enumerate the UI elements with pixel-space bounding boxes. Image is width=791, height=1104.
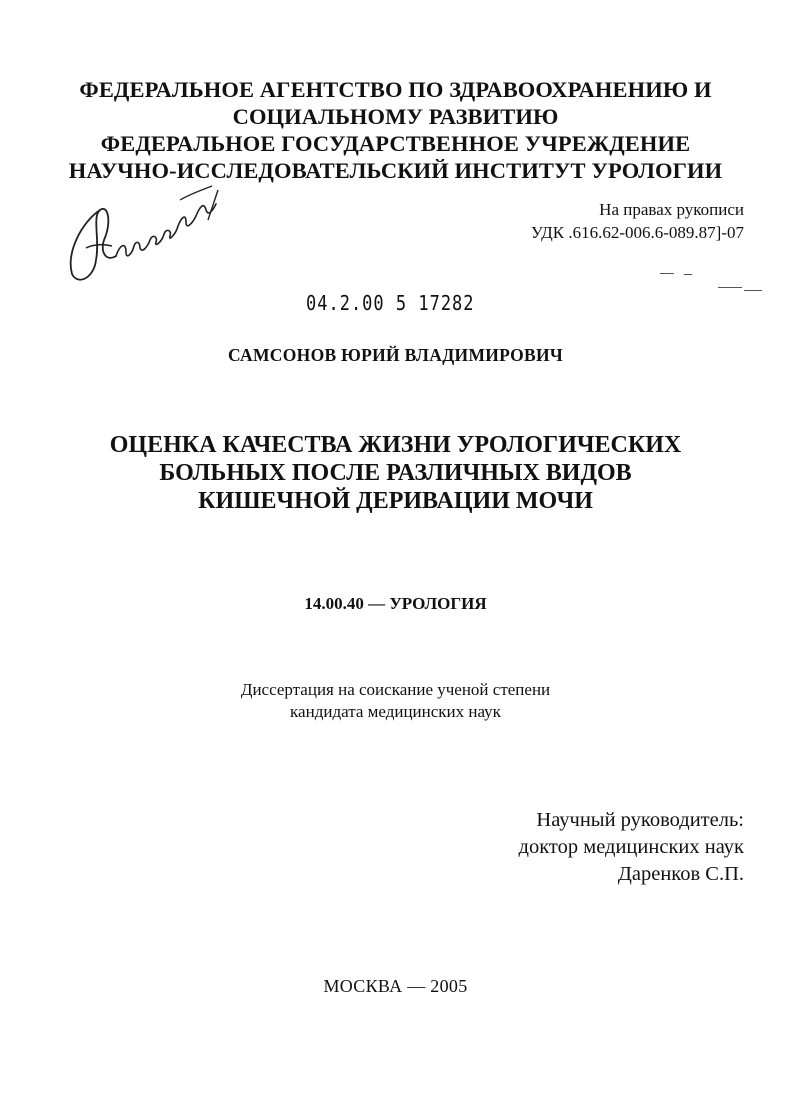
header-line-4: НАУЧНО-ИССЛЕДОВАТЕЛЬСКИЙ ИНСТИТУТ УРОЛОГИИ (68, 158, 723, 183)
dissertation-line-1: Диссертация на соискание ученой степени (240, 680, 551, 699)
handwritten-signature (60, 182, 230, 290)
registration-stamp: 04.2.00 5 17282 (306, 292, 475, 316)
scientific-advisor (519, 807, 744, 888)
institution-header (0, 76, 791, 184)
advisor-role: Научный руководитель: (536, 809, 744, 831)
header-line-2: СОЦИАЛЬНОМУ РАЗВИТИЮ (232, 104, 559, 129)
advisor-name: Даренков С.П. (617, 863, 744, 885)
city-year: МОСКВА — 2005 (323, 976, 468, 996)
advisor-degree: доктор медицинских наук (518, 836, 744, 858)
title-line-2: БОЛЬНЫХ ПОСЛЕ РАЗЛИЧНЫХ ВИДОВ (159, 460, 632, 486)
dissertation-type (0, 679, 791, 723)
rights-block (470, 198, 744, 244)
header-line-1: ФЕДЕРАЛЬНОЕ АГЕНТСТВО ПО ЗДРАВООХРАНЕНИЮ И (79, 77, 712, 102)
author-name: САМСОНОВ ЮРИЙ ВЛАДИМИРОВИЧ (227, 345, 564, 365)
scan-dash (718, 287, 742, 288)
title-line-1: ОЦЕНКА КАЧЕСТВА ЖИЗНИ УРОЛОГИЧЕСКИХ (109, 432, 682, 458)
scan-dash (684, 274, 692, 275)
rights-label: На правах рукописи (599, 200, 744, 219)
scan-dash (660, 273, 674, 274)
dissertation-title (0, 431, 791, 515)
scan-dash (744, 290, 762, 291)
specialty-code: 14.00.40 — УРОЛОГИЯ (304, 594, 487, 613)
dissertation-line-2: кандидата медицинских наук (290, 702, 501, 721)
header-line-3: ФЕДЕРАЛЬНОЕ ГОСУДАРСТВЕННОЕ УЧРЕЖДЕНИЕ (100, 131, 691, 156)
title-line-3: КИШЕЧНОЙ ДЕРИВАЦИИ МОЧИ (198, 488, 593, 514)
udk-code: УДК .616.62-006.6-089.87]-07 (530, 223, 744, 242)
